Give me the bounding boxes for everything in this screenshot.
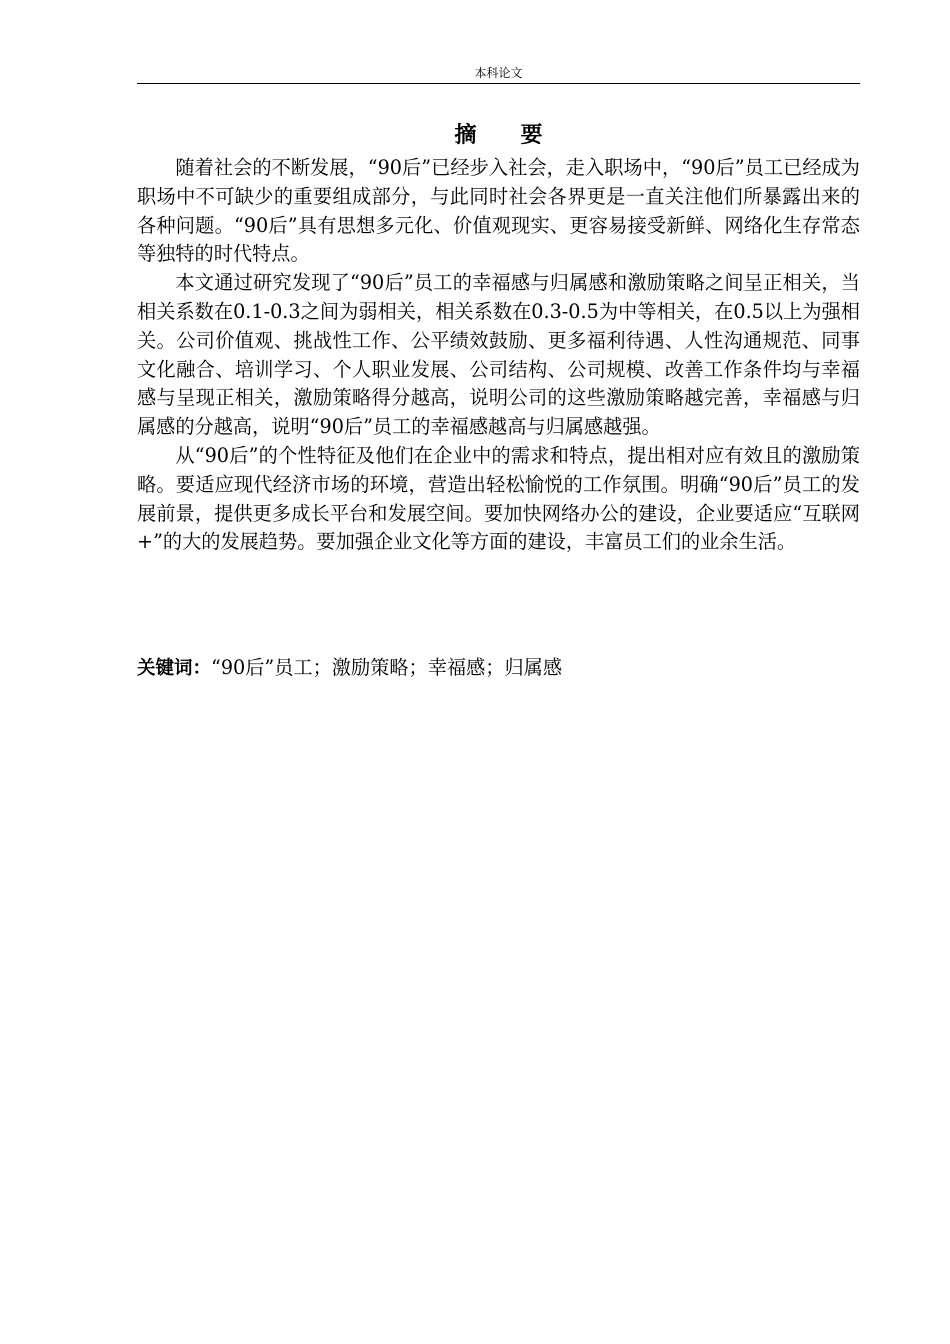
abstract-paragraph-1: 随着社会的不断发展，“90后”已经步入社会，走入职场中，“90后”员工已经成为职场中不可缺少的重要组成部分，与此同时社会各界更是一直关注他们所暴露出来的各种问题。“90后”具有思想多元化、价值观现实、更容易接受新鲜、网络化生存常态等独特的时代特点。	[137, 156, 860, 266]
running-header: 本科论文	[474, 66, 523, 80]
abstract-paragraph-3: 从“90后”的个性特征及他们在企业中的需求和特点，提出相对应有效且的激励策略。要适应现代经济市场的环境，营造出轻松愉悦的工作氛围。明确“90后”员工的发展前景，提供更多成长平台和发展空间。要加快网络办公的建设，企业要适应“互联网+”的大的发展趋势。要加强企业文化等方面的建设，丰富员工们的业余生活。	[137, 443, 860, 554]
keywords-label: 关键词：	[137, 658, 212, 679]
keywords-line	[137, 654, 860, 683]
abstract-paragraph-2: 本文通过研究发现了“90后”员工的幸福感与归属感和激励策略之间呈正相关，当相关系数在0.1-0.3之间为弱相关，相关系数在0.3-0.5为中等相关，在0.5以上为强相关。公司价值观、挑战性工作、公平绩效鼓励、更多福利待遇、人性沟通规范、同事文化融合、培训学习、个人职业发展、公司结构、公司规模、改善工作条件均与幸福感与呈现正相关，激励策略得分越高，说明公司的这些激励策略越完善，幸福感与归属感的分越高，说明“90后”员工的幸福感越高与归属感越强。	[137, 271, 860, 439]
abstract-title: 摘 要	[454, 123, 543, 148]
header-rule	[137, 83, 860, 84]
abstract-body	[137, 154, 860, 557]
keywords-text: “90后”员工；激励策略；幸福感；归属感	[211, 656, 563, 679]
